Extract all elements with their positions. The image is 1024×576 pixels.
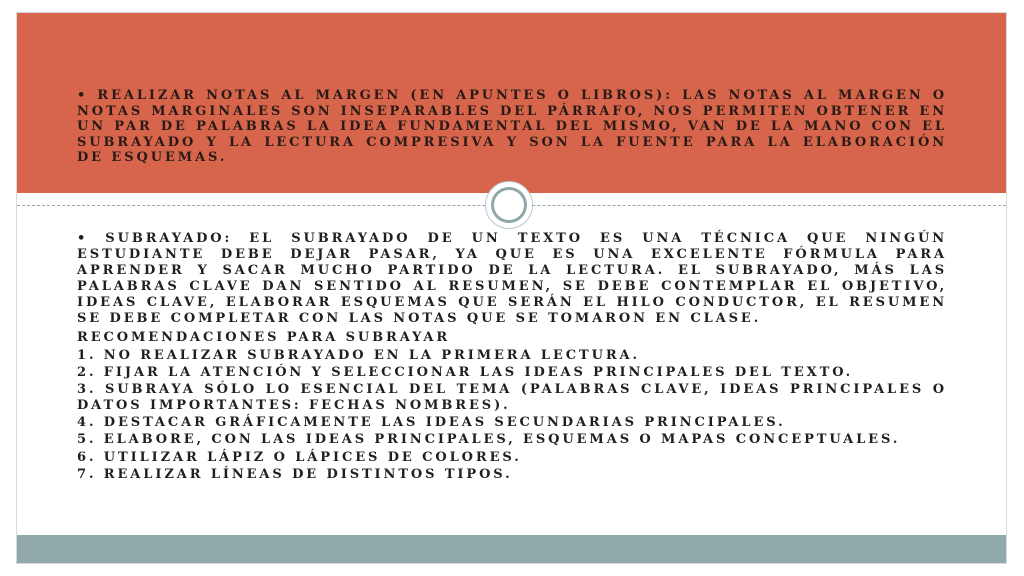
body-paragraph: • SUBRAYADO: EL SUBRAYADO DE UN TEXTO ES UNA TÉCNICA QUE NINGÚN ESTUDIANTE DEBE DEJAR PASAR, YA QUE ES UNA EXCELENTE FÓRMULA PARA APRENDER Y SACAR MUCHO PARTIDO DE LA LECTURA. EL SUBRAYADO, MÁS LAS PALABRAS CLAVE DAN SENTIDO AL RESUMEN, SE DEBE CONTEMPLAR EL OBJETIVO, IDEAS CLAVE, ELABORAR ESQUEMAS QUE SERÁN EL HILO CONDUCTOR, EL RESUMEN SE DEBE COMPLETAR CON LAS NOTAS QUE SE TOMARON EN CLASE. (77, 231, 947, 326)
recommendation-item: 4. DESTACAR GRÁFICAMENTE LAS IDEAS SECUNDARIAS PRINCIPALES. (77, 414, 786, 430)
top-paragraph: • REALIZAR NOTAS AL MARGEN (EN APUNTES O LIBROS): LAS NOTAS AL MARGEN O NOTAS MARGINALES SON INSEPARABLES DEL PÁRRAFO, NOS PERMITEN OBTENER EN UN PAR DE PALABRAS LA IDEA FUNDAMENTAL DEL MISMO, VAN DE LA MANO CON EL SUBRAYADO Y LA LECTURA COMPRESIVA Y SON LA FUENTE PARA LA ELABORACIÓN DE ESQUEMAS. (77, 88, 947, 165)
ring-ornament-icon (491, 187, 527, 223)
body-content (77, 231, 947, 484)
recommendations-heading: RECOMENDACIONES PARA SUBRAYAR (77, 330, 451, 345)
title-band (17, 13, 1006, 193)
recommendation-item: 3. SUBRAYA SÓLO LO ESENCIAL DEL TEMA (PALABRAS CLAVE, IDEAS PRINCIPALES O DATOS IMPORTANTES: FECHAS NOMBRES). (77, 381, 947, 413)
recommendation-item: 7. REALIZAR LÍNEAS DE DISTINTOS TIPOS. (77, 467, 513, 482)
recommendation-item: 6. UTILIZAR LÁPIZ O LÁPICES DE COLORES. (77, 449, 522, 465)
circle-ornament-icon (485, 181, 533, 229)
recommendation-item: 2. FIJAR LA ATENCIÓN Y SELECCIONAR LAS IDEAS PRINCIPALES DEL TEXTO. (77, 365, 854, 380)
recommendation-item: 1. NO REALIZAR SUBRAYADO EN LA PRIMERA LECTURA. (77, 347, 640, 363)
slide-frame (16, 12, 1007, 564)
footer-band (17, 535, 1006, 563)
recommendation-item: 5. ELABORE, CON LAS IDEAS PRINCIPALES, ESQUEMAS O MAPAS CONCEPTUALES. (77, 432, 901, 447)
